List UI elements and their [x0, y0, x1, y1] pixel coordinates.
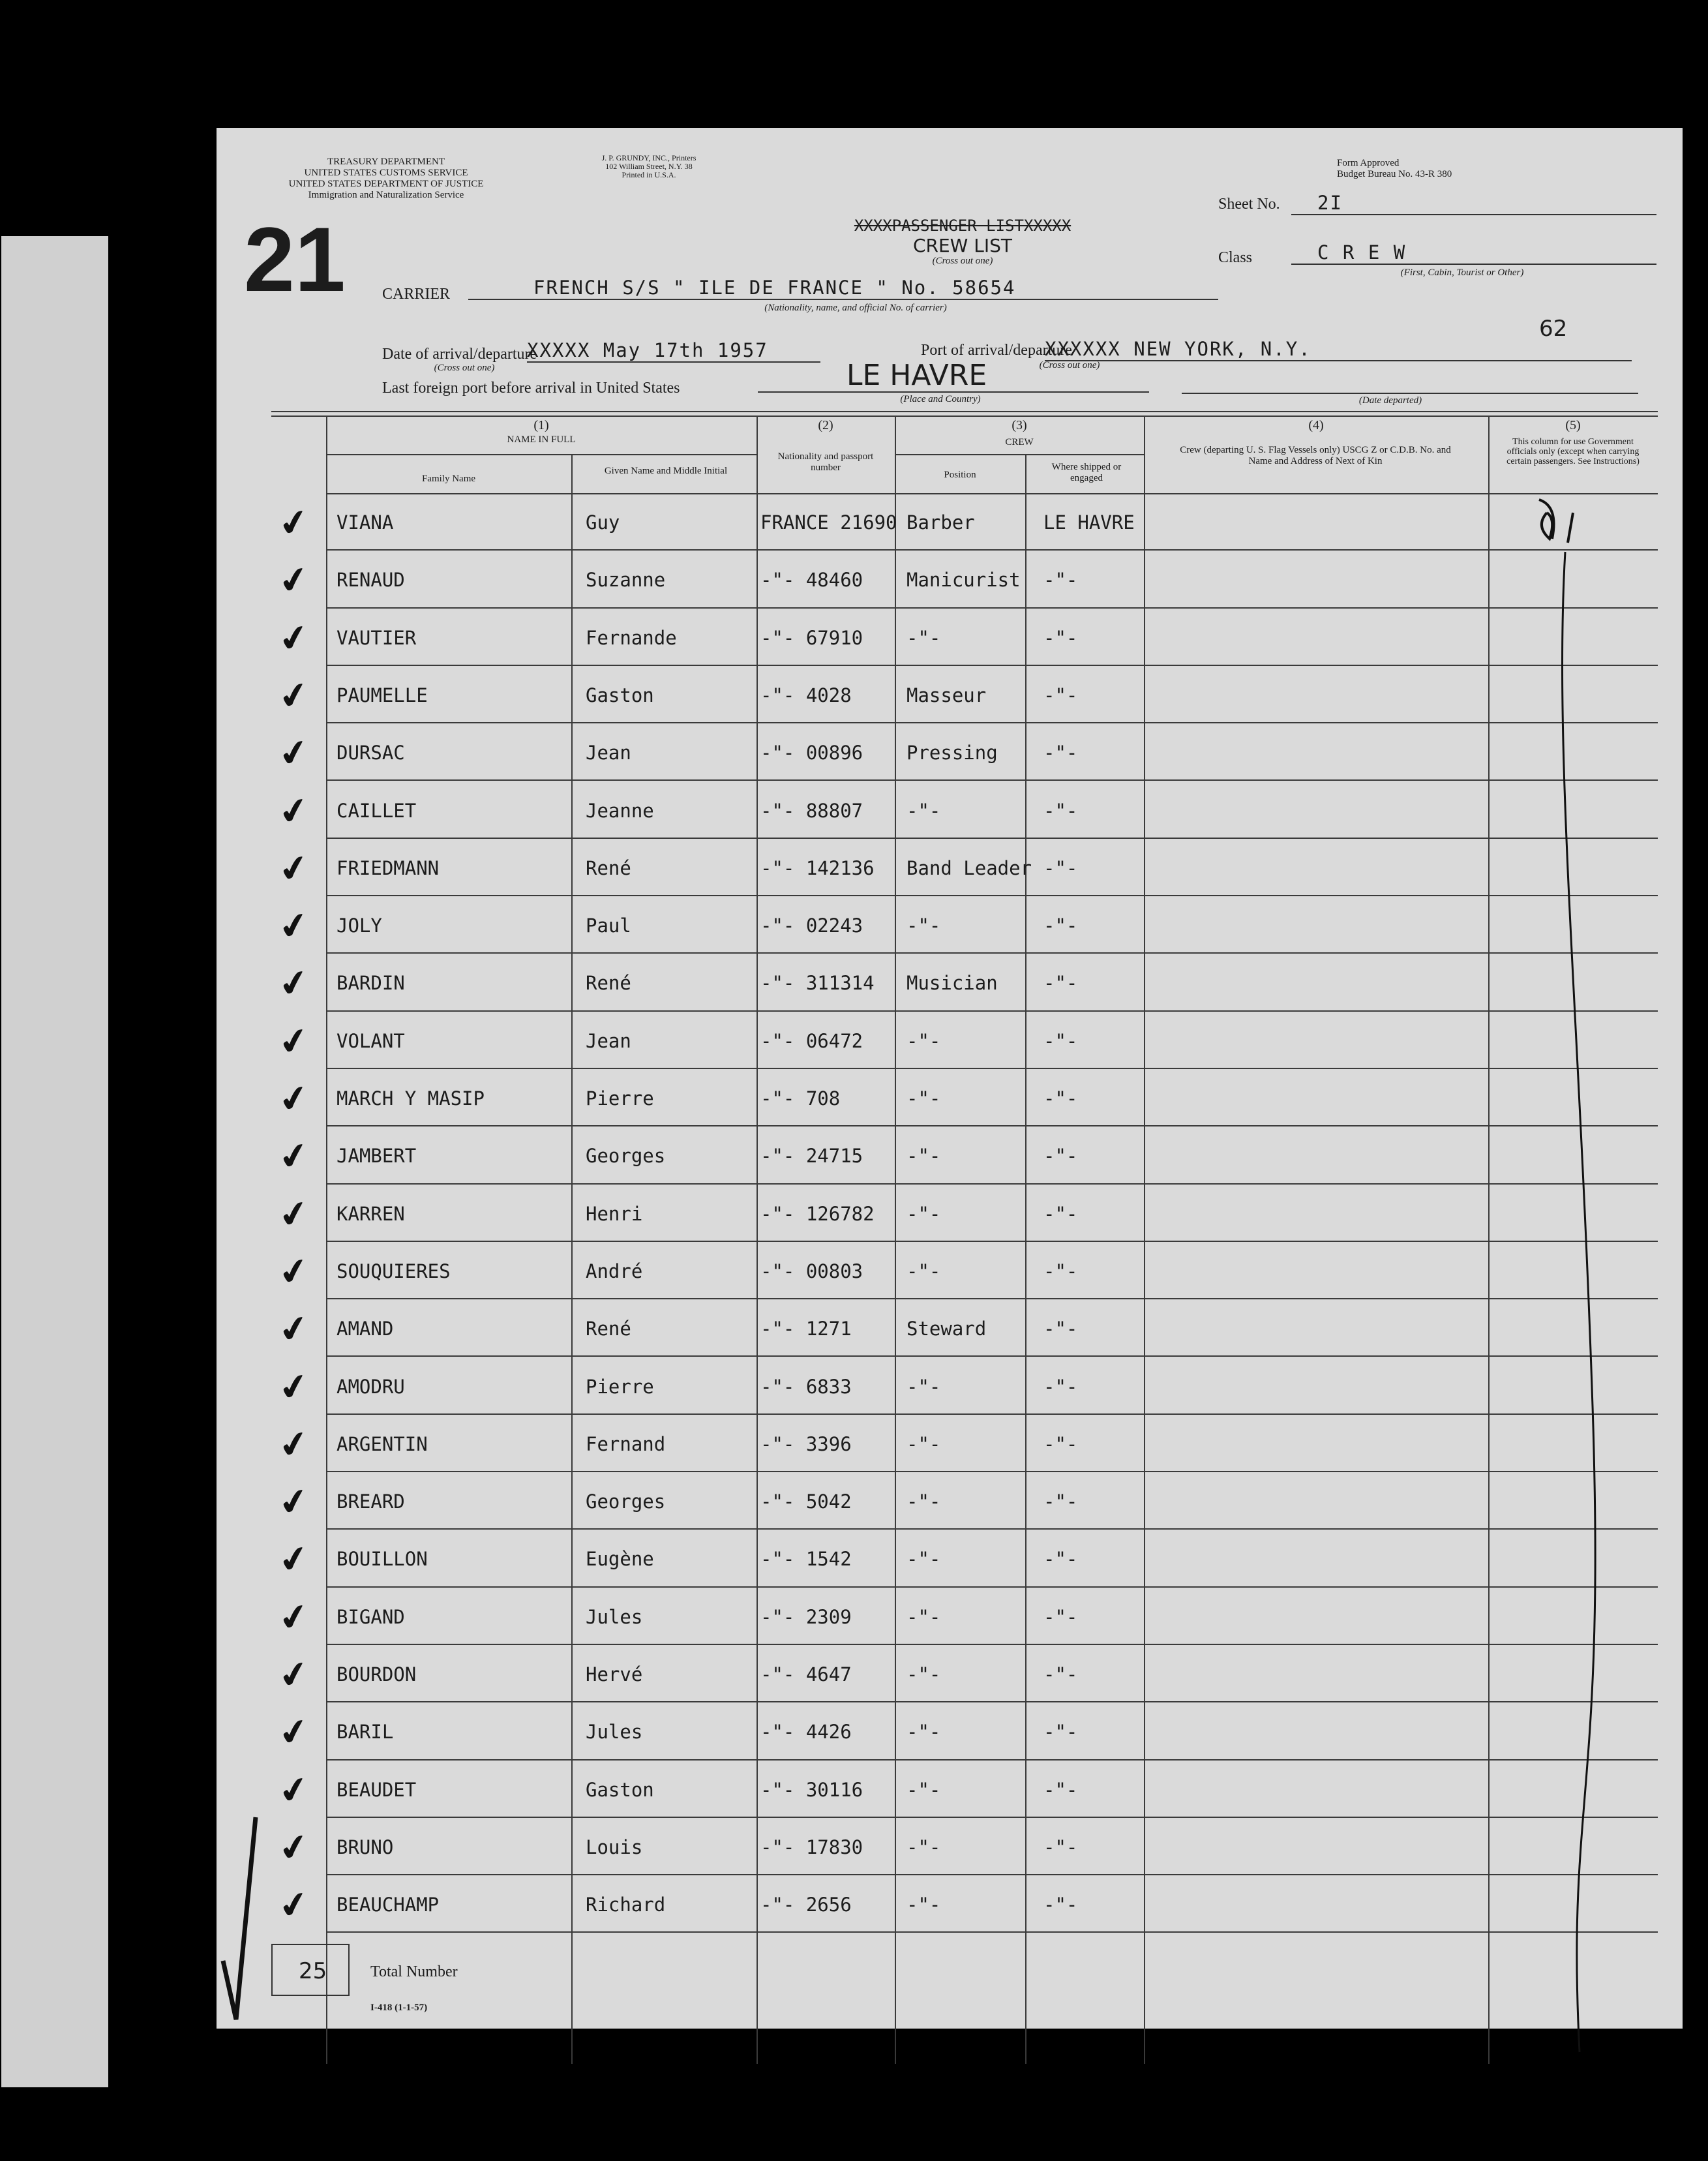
table-row: [217, 896, 1683, 954]
col3-number: (3): [1011, 418, 1027, 432]
table-row: [217, 1588, 1683, 1645]
shipped-cell: -"-: [1043, 1836, 1078, 1858]
family-name-cell: VOLANT: [337, 1029, 405, 1052]
given-name-cell: Jules: [586, 1721, 643, 1744]
date-departed-line: [1182, 374, 1638, 394]
carrier-note: (Nationality, name, and official No. of carrier): [764, 303, 947, 313]
table-row: [217, 1761, 1683, 1818]
table-top-rule: [271, 411, 1658, 412]
agency-line: UNITED STATES DEPARTMENT OF JUSTICE: [288, 179, 484, 189]
check-mark-icon: ✔: [275, 672, 313, 719]
port-value: XXXXXX NEW YORK, N.Y.: [1045, 338, 1632, 361]
given-name-cell: Georges: [586, 1145, 666, 1168]
position-cell: -"-: [906, 1778, 941, 1801]
header-subrule: [895, 454, 1144, 455]
check-mark-icon: ✔: [275, 845, 313, 892]
check-mark-icon: ✔: [275, 557, 313, 604]
shipped-cell: -"-: [1043, 1432, 1078, 1455]
check-mark-icon: ✔: [275, 1421, 313, 1468]
check-mark-icon: ✔: [275, 1190, 313, 1237]
date-note: (Cross out one): [434, 363, 495, 373]
col5-title: This column for use Government officials only (except when carrying certain passengers. See Instructions): [1506, 437, 1640, 466]
given-name-cell: Jeanne: [586, 799, 654, 822]
passport-cell: -"- 142136: [760, 856, 875, 879]
given-name-cell: René: [586, 1318, 631, 1340]
check-mark-icon: ✔: [275, 1075, 313, 1123]
position-cell: Pressing: [906, 742, 998, 764]
col5-number: (5): [1565, 418, 1581, 432]
table-row: [217, 1818, 1683, 1875]
check-mark-icon: ✔: [275, 787, 313, 834]
passport-cell: -"- 06472: [760, 1029, 863, 1052]
passport-cell: -"- 3396: [760, 1432, 852, 1455]
given-name-cell: Paul: [586, 914, 631, 937]
agency-block: [262, 157, 510, 201]
shipped-cell: -"-: [1043, 684, 1078, 706]
family-name-cell: RENAUD: [337, 569, 405, 592]
check-mark-icon: ✔: [275, 1248, 313, 1295]
check-mark-icon: ✔: [275, 960, 313, 1007]
position-cell: -"-: [906, 1836, 941, 1858]
given-name-cell: Jean: [586, 742, 631, 764]
table-top-rule-2: [271, 416, 1658, 417]
table-row: [217, 839, 1683, 896]
printer-line: Printed in U.S.A.: [622, 170, 676, 179]
count-mark: 62: [1539, 316, 1568, 342]
check-mark-icon: ✔: [275, 903, 313, 950]
family-name-cell: AMAND: [337, 1318, 394, 1340]
check-mark-icon: ✔: [275, 1363, 313, 1410]
passport-cell: -"- 1271: [760, 1318, 852, 1340]
table-row: [217, 666, 1683, 723]
table-row: [217, 1069, 1683, 1126]
agency-line: Immigration and Naturalization Service: [308, 190, 464, 200]
crew-list-form: [217, 128, 1683, 2029]
given-name-cell: Eugène: [586, 1548, 654, 1571]
col2-number: (2): [818, 418, 833, 432]
form-approval-line: Budget Bureau No. 43-R 380: [1337, 169, 1452, 179]
last-port-label: Last foreign port before arrival in United States: [382, 380, 680, 397]
passport-cell: -"- 00803: [760, 1260, 863, 1282]
given-name-cell: Georges: [586, 1490, 666, 1513]
position-cell: -"-: [906, 1605, 941, 1628]
family-name-cell: BARDIN: [337, 972, 405, 995]
passport-cell: -"- 02243: [760, 914, 863, 937]
table-row: [217, 1299, 1683, 1357]
shipped-cell: -"-: [1043, 742, 1078, 764]
date-departed-note: (Date departed): [1358, 395, 1422, 406]
position-cell: -"-: [906, 1375, 941, 1398]
shipped-cell: -"-: [1043, 1260, 1078, 1282]
family-name-cell: CAILLET: [337, 799, 417, 822]
shipped-cell: -"-: [1043, 1490, 1078, 1513]
position-cell: -"-: [906, 626, 941, 649]
agency-line: UNITED STATES CUSTOMS SERVICE: [304, 168, 468, 178]
position-cell: -"-: [906, 1490, 941, 1513]
col3-position-header: Position: [944, 470, 976, 480]
family-name-cell: JAMBERT: [337, 1145, 417, 1168]
check-mark-icon: ✔: [275, 730, 313, 777]
shipped-cell: -"-: [1043, 1605, 1078, 1628]
check-mark-icon: ✔: [275, 499, 313, 547]
header-subrule: [326, 454, 757, 455]
position-cell: -"-: [906, 799, 941, 822]
family-name-cell: AMODRU: [337, 1375, 405, 1398]
shipped-cell: -"-: [1043, 1663, 1078, 1685]
form-approval-line: Form Approved: [1337, 158, 1400, 168]
shipped-cell: -"-: [1043, 569, 1078, 592]
shipped-cell: -"-: [1043, 799, 1078, 822]
check-mark-icon: ✔: [275, 1766, 313, 1813]
passport-cell: -"- 48460: [760, 569, 863, 592]
shipped-cell: -"-: [1043, 1318, 1078, 1340]
shipped-cell: -"-: [1043, 1145, 1078, 1168]
passport-cell: -"- 1542: [760, 1548, 852, 1571]
family-name-cell: DURSAC: [337, 742, 405, 764]
place-note: (Place and Country): [900, 394, 981, 404]
family-name-cell: VIANA: [337, 511, 394, 534]
passport-cell: FRANCE 21690: [760, 511, 897, 534]
family-name-cell: BIGAND: [337, 1605, 405, 1628]
check-mark-icon: ✔: [275, 1018, 313, 1065]
shipped-cell: -"-: [1043, 1029, 1078, 1052]
shipped-cell: -"-: [1043, 1721, 1078, 1744]
total-label: Total Number: [370, 1963, 458, 1980]
table-row: [217, 1242, 1683, 1299]
passport-cell: -"- 30116: [760, 1778, 863, 1801]
given-name-cell: Hervé: [586, 1663, 643, 1685]
cross-out-note: (Cross out one): [932, 256, 993, 266]
check-mark-icon: ✔: [275, 1479, 313, 1526]
check-mark-icon: ✔: [275, 1824, 313, 1871]
position-cell: Steward: [906, 1318, 987, 1340]
table-row: [217, 1357, 1683, 1415]
table-row: [217, 1702, 1683, 1760]
family-name-cell: BARIL: [337, 1721, 394, 1744]
position-cell: -"-: [906, 914, 941, 937]
given-name-cell: Louis: [586, 1836, 643, 1858]
last-port-value: LE HAVRE: [758, 360, 1149, 393]
table-row: [217, 609, 1683, 666]
family-name-cell: KARREN: [337, 1202, 405, 1225]
position-cell: -"-: [906, 1260, 941, 1282]
table-row: [217, 1645, 1683, 1702]
position-cell: -"-: [906, 1029, 941, 1052]
check-mark-icon: ✔: [275, 1306, 313, 1353]
table-row: [217, 1472, 1683, 1530]
passport-cell: -"- 4426: [760, 1721, 852, 1744]
port-note: (Cross out one): [1039, 360, 1100, 370]
printer-line: 102 William Street, N.Y. 38: [605, 162, 693, 171]
given-name-cell: Gaston: [586, 684, 654, 706]
given-name-cell: René: [586, 856, 631, 879]
given-name-cell: Jules: [586, 1605, 643, 1628]
shipped-cell: -"-: [1043, 1202, 1078, 1225]
table-row: [217, 551, 1683, 608]
position-cell: Musician: [906, 972, 998, 995]
position-cell: Band Leader: [906, 856, 1032, 879]
printer-line: J. P. GRUNDY, INC., Printers: [601, 153, 697, 162]
shipped-cell: -"-: [1043, 626, 1078, 649]
position-cell: -"-: [906, 1894, 941, 1916]
shipped-cell: -"-: [1043, 1894, 1078, 1916]
given-name-cell: Gaston: [586, 1778, 654, 1801]
table-row: [217, 1415, 1683, 1472]
family-name-cell: BEAUDET: [337, 1778, 417, 1801]
passport-cell: -"- 2656: [760, 1894, 852, 1916]
given-name-cell: André: [586, 1260, 643, 1282]
passport-cell: -"- 4028: [760, 684, 852, 706]
shipped-cell: -"-: [1043, 1548, 1078, 1571]
shipped-cell: -"-: [1043, 1375, 1078, 1398]
position-cell: -"-: [906, 1548, 941, 1571]
col2-title: Nationality and passport number: [777, 451, 874, 473]
passenger-list-crossed: XXXXPASSENGER LISTXXXXX: [854, 217, 1071, 235]
given-name-cell: Henri: [586, 1202, 643, 1225]
position-cell: -"-: [906, 1145, 941, 1168]
position-cell: -"-: [906, 1721, 941, 1744]
family-name-cell: FRIEDMANN: [337, 856, 440, 879]
carrier-value: FRENCH S/S " ILE DE FRANCE " No. 58654: [468, 277, 1218, 300]
table-row: [217, 781, 1683, 839]
date-value: XXXXX May 17th 1957: [527, 339, 820, 363]
sheet-value: 2I: [1291, 192, 1656, 215]
given-name-cell: Richard: [586, 1894, 666, 1916]
official-mark-line: [1482, 493, 1664, 2059]
shipped-cell: LE HAVRE: [1043, 511, 1135, 534]
shipped-cell: -"-: [1043, 914, 1078, 937]
given-name-cell: Jean: [586, 1029, 631, 1052]
table-row: [217, 1185, 1683, 1242]
form-approval-block: [1337, 158, 1520, 180]
printer-block: [574, 154, 724, 179]
col4-title: Crew (departing U. S. Flag Vessels only) USCG Z or C.D.B. No. and Name and Address of Next of Kin: [1180, 445, 1451, 466]
passport-cell: -"- 126782: [760, 1202, 875, 1225]
passport-cell: -"- 00896: [760, 742, 863, 764]
given-name-cell: Pierre: [586, 1375, 654, 1398]
passport-cell: -"- 708: [760, 1087, 841, 1110]
given-name-cell: Suzanne: [586, 569, 666, 592]
col1-title: NAME IN FULL: [507, 434, 576, 445]
position-cell: Masseur: [906, 684, 987, 706]
position-cell: -"-: [906, 1087, 941, 1110]
family-name-cell: PAUMELLE: [337, 684, 428, 706]
list-title: CREW LIST: [912, 235, 1013, 256]
class-note: (First, Cabin, Tourist or Other): [1400, 267, 1524, 278]
col1-given-header: Given Name and Middle Initial: [604, 466, 728, 476]
col1-number: (1): [533, 418, 549, 432]
family-name-cell: BRUNO: [337, 1836, 394, 1858]
col3-where-header: Where shipped or engaged: [1051, 462, 1122, 483]
port-label: Port of arrival/departure: [921, 342, 1072, 359]
table-row: [217, 954, 1683, 1011]
check-mark-icon: ✔: [275, 1536, 313, 1583]
shipped-cell: -"-: [1043, 1087, 1078, 1110]
position-cell: -"-: [906, 1432, 941, 1455]
row-rule: [326, 1931, 1658, 1933]
position-cell: Barber: [906, 511, 975, 534]
table-row: [217, 493, 1683, 551]
total-box: [271, 1944, 350, 1996]
check-mark-icon: ✔: [275, 1709, 313, 1756]
form-code: I-418 (1-1-57): [370, 2002, 428, 2013]
family-name-cell: SOUQUIERES: [337, 1260, 451, 1282]
check-mark-icon: ✔: [275, 1882, 313, 1929]
col3-title: CREW: [1005, 437, 1034, 447]
check-mark-icon: ✔: [275, 1133, 313, 1180]
given-name-cell: René: [586, 972, 631, 995]
shipped-cell: -"-: [1043, 856, 1078, 879]
position-cell: -"-: [906, 1202, 941, 1225]
table-row: [217, 1875, 1683, 1933]
col4-number: (4): [1308, 418, 1324, 432]
passport-cell: -"- 5042: [760, 1490, 852, 1513]
family-name-cell: BREARD: [337, 1490, 405, 1513]
check-mark-icon: ✔: [275, 1651, 313, 1699]
passport-cell: -"- 24715: [760, 1145, 863, 1168]
family-name-cell: JOLY: [337, 914, 382, 937]
agency-line: TREASURY DEPARTMENT: [327, 157, 445, 167]
family-name-cell: ARGENTIN: [337, 1432, 428, 1455]
carrier-label: CARRIER: [382, 286, 451, 303]
shipped-cell: -"-: [1043, 1778, 1078, 1801]
class-label: Class: [1218, 249, 1253, 266]
check-mark-icon: ✔: [275, 1594, 313, 1640]
sheet-label: Sheet No.: [1218, 196, 1280, 213]
given-name-cell: Pierre: [586, 1087, 654, 1110]
passport-cell: -"- 17830: [760, 1836, 863, 1858]
check-mark-icon: ✔: [275, 614, 313, 661]
shipped-cell: -"-: [1043, 972, 1078, 995]
passport-cell: -"- 88807: [760, 799, 863, 822]
passport-cell: -"- 67910: [760, 626, 863, 649]
date-label: Date of arrival/departure: [382, 346, 537, 363]
family-name-cell: BEAUCHAMP: [337, 1894, 440, 1916]
page-number: 21: [244, 208, 346, 310]
passport-cell: -"- 4647: [760, 1663, 852, 1685]
passport-cell: -"- 6833: [760, 1375, 852, 1398]
adjacent-page-strip: [1, 236, 108, 2087]
family-name-cell: MARCH Y MASIP: [337, 1087, 485, 1110]
table-row: [217, 1126, 1683, 1184]
col1-family-header: Family Name: [421, 474, 476, 484]
position-cell: Manicurist: [906, 569, 1021, 592]
given-name-cell: Fernande: [586, 626, 677, 649]
given-name-cell: Fernand: [586, 1432, 666, 1455]
table-row: [217, 1012, 1683, 1069]
family-name-cell: BOURDON: [337, 1663, 417, 1685]
class-value: C R E W: [1291, 241, 1656, 265]
passport-cell: -"- 2309: [760, 1605, 852, 1628]
given-name-cell: Guy: [586, 511, 620, 534]
large-check-mark: [217, 1811, 295, 2033]
total-value: 25: [299, 1958, 327, 1984]
table-row: [217, 723, 1683, 781]
passport-cell: -"- 311314: [760, 972, 875, 995]
position-cell: -"-: [906, 1663, 941, 1685]
family-name-cell: BOUILLON: [337, 1548, 428, 1571]
family-name-cell: VAUTIER: [337, 626, 417, 649]
table-row: [217, 1530, 1683, 1587]
